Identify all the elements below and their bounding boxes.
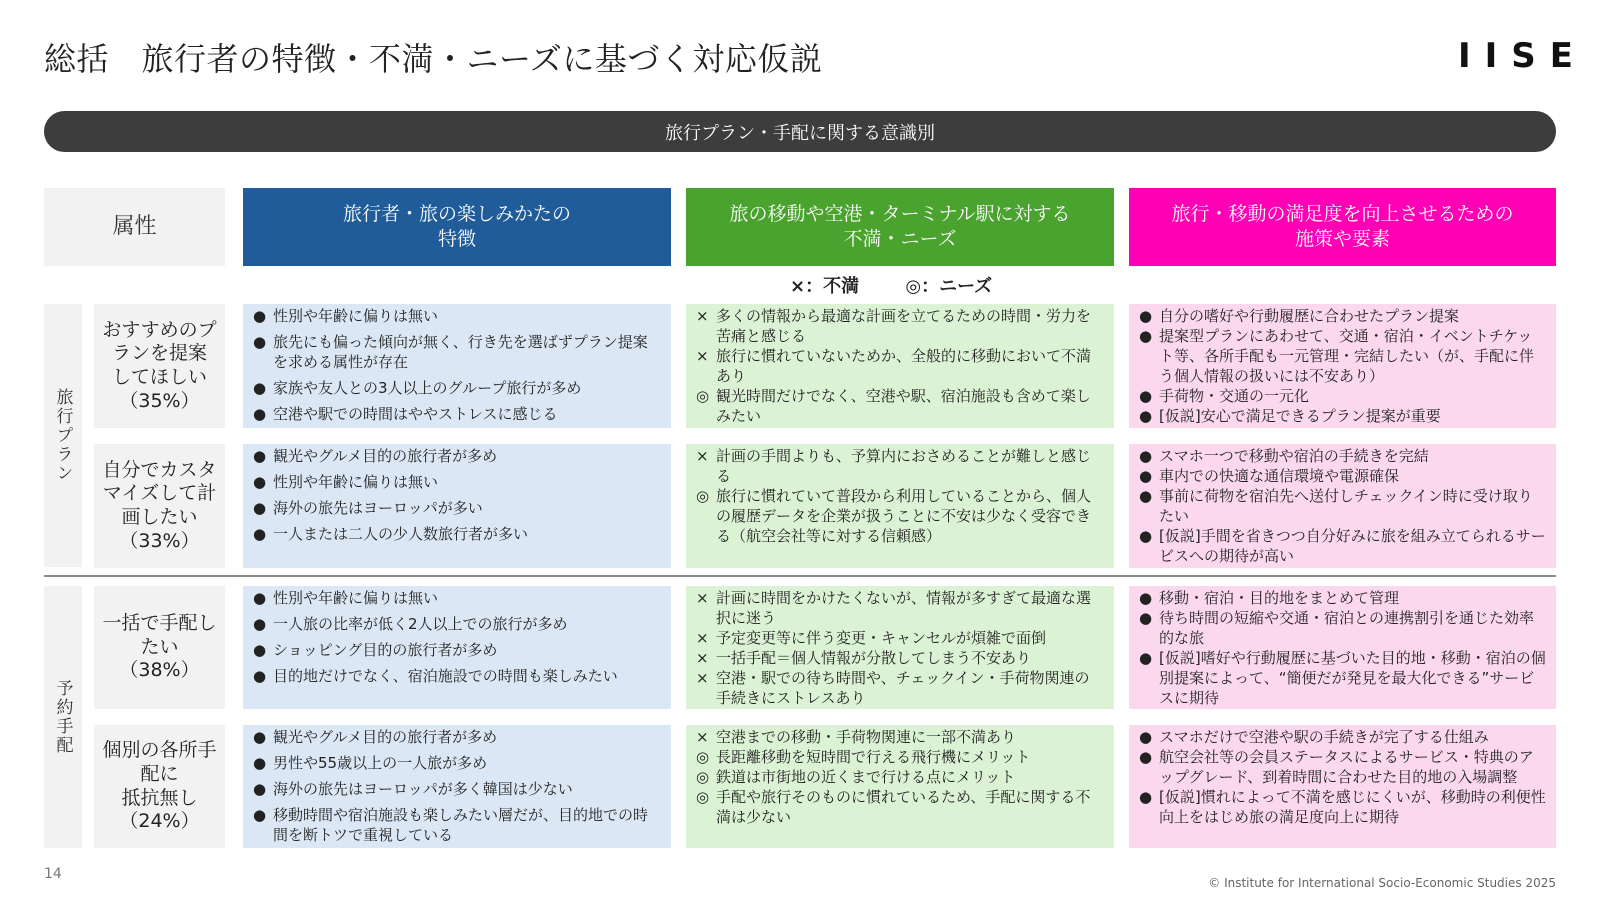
list-item-text: 航空会社等の会員ステータスによるサービス・特典のアップグレード、到着時間に合わせた目的地の入場調整 xyxy=(1159,748,1534,786)
list-item xyxy=(694,486,1104,546)
bullet-mark: ● xyxy=(253,667,267,685)
list-item xyxy=(694,727,1104,747)
bullet-list xyxy=(1137,446,1546,566)
bullet-mark: ● xyxy=(253,307,267,325)
list-item xyxy=(694,346,1104,386)
list-item xyxy=(1137,466,1546,486)
needs-cell xyxy=(686,304,1114,428)
list-item xyxy=(1137,787,1546,827)
list-item xyxy=(1137,326,1546,386)
list-item-text: スマホ一つで移動や宿泊の手続きを完結 xyxy=(1159,447,1429,465)
features-cell xyxy=(243,586,671,709)
group-label-booking xyxy=(44,586,82,848)
measures-cell xyxy=(1129,586,1556,709)
bullet-list xyxy=(1137,727,1546,827)
list-item xyxy=(251,666,661,686)
bullet-list xyxy=(251,446,661,544)
bullet-list xyxy=(251,588,661,686)
header-features-line: 旅行者・旅の楽しみかたの xyxy=(342,203,571,226)
group-divider xyxy=(44,575,1556,577)
bullet-mark: ● xyxy=(1139,748,1153,766)
list-item-text: 旅先にも偏った傾向が無く、行き先を選ばずプラン提案を求める属性が存在 xyxy=(273,333,648,371)
header-needs-line: 旅の移動や空港・ターミナル駅に対する xyxy=(729,203,1071,226)
bullet-mark: ● xyxy=(1139,649,1153,667)
list-item-text: 手配や旅行そのものに慣れているため、手配に関する不満は少ない xyxy=(716,788,1091,826)
list-item xyxy=(251,614,661,634)
attribute-lines xyxy=(102,739,216,834)
list-item-text: 性別や年齢に偏りは無い xyxy=(273,307,439,325)
list-item-text: 旅行に慣れていないためか、全般的に移動において不満あり xyxy=(716,347,1092,385)
legend-needs: ◎：ニーズ xyxy=(905,276,993,297)
needs-cell xyxy=(686,725,1114,848)
attribute-line: 自分でカスタ xyxy=(102,458,217,481)
bullet-mark: ● xyxy=(253,525,267,543)
group-label-travel-plan xyxy=(44,304,82,567)
list-item xyxy=(694,668,1104,708)
bullet-mark: ● xyxy=(1139,447,1153,465)
list-item-text: 長距離移動を短時間で行える飛行機にメリット xyxy=(716,748,1031,766)
banner-label: 旅行プラン・手配に関する意識別 xyxy=(665,122,935,144)
measures-cell xyxy=(1129,304,1556,428)
bullet-mark: ● xyxy=(253,615,267,633)
attribute-cell xyxy=(94,725,225,848)
list-item-text: 目的地だけでなく、宿泊施設での時間も楽しみたい xyxy=(273,667,618,685)
list-item-text: 多くの情報から最適な計画を立てるための時間・労力を苦痛と感じる xyxy=(716,307,1092,345)
bullet-mark: × xyxy=(696,307,709,325)
list-item xyxy=(1137,727,1546,747)
list-item xyxy=(694,306,1104,346)
attribute-line: （24%） xyxy=(119,810,200,833)
section-banner xyxy=(44,111,1556,152)
list-item-text: 空港や駅での時間はややストレスに感じる xyxy=(273,405,558,423)
attribute-line: 抵抗無し xyxy=(121,786,198,809)
needs-cell xyxy=(686,586,1114,709)
list-item xyxy=(694,628,1104,648)
bullet-mark: ● xyxy=(1139,609,1153,627)
list-item xyxy=(251,378,661,398)
bullet-list xyxy=(694,727,1104,827)
attribute-cell xyxy=(94,586,225,709)
bullet-mark: ● xyxy=(1139,327,1153,345)
bullet-mark: ● xyxy=(1139,589,1153,607)
bullet-mark: ● xyxy=(1139,728,1153,746)
list-item xyxy=(694,767,1104,787)
bullet-list xyxy=(251,727,661,845)
header-needs xyxy=(686,188,1114,266)
list-item-text: 観光やグルメ目的の旅行者が多め xyxy=(273,728,498,746)
bullet-mark: ● xyxy=(1139,387,1153,405)
list-item-text: 観光時間だけでなく、空港や駅、宿泊施設も含めて楽しみたい xyxy=(716,387,1091,425)
bullet-mark: ● xyxy=(253,473,267,491)
list-item-text: 自分の嗜好や行動履歴に合わせたプラン提案 xyxy=(1159,307,1460,325)
bullet-mark: ● xyxy=(253,379,267,397)
measures-cell xyxy=(1129,444,1556,568)
bullet-mark: ● xyxy=(1139,307,1153,325)
header-measures-line: 施策や要素 xyxy=(1294,228,1390,250)
bullet-list xyxy=(1137,588,1546,708)
header-attribute xyxy=(44,188,225,266)
list-item xyxy=(251,805,661,845)
attribute-line: 一括で手配し xyxy=(102,611,217,634)
bullet-mark: ● xyxy=(253,405,267,423)
list-item-text: 性別や年齢に偏りは無い xyxy=(273,473,439,491)
attribute-line: （38%） xyxy=(119,659,200,682)
group-label-text: 予約手配 xyxy=(52,679,73,755)
header-needs-line: 不満・ニーズ xyxy=(843,228,957,250)
bullet-mark: ◎ xyxy=(696,487,710,505)
header-features xyxy=(243,188,671,266)
list-item xyxy=(251,404,661,424)
list-item-text: [仮説]安心で満足できるプラン提案が重要 xyxy=(1159,407,1441,425)
list-item-text: ショッピング目的の旅行者が多め xyxy=(273,641,498,659)
bullet-list xyxy=(694,306,1104,426)
list-item-text: 家族や友人との3人以上のグループ旅行が多め xyxy=(273,379,582,397)
bullet-mark: × xyxy=(696,589,709,607)
attribute-line: （33%） xyxy=(119,529,200,552)
copyright: © Institute for International Socio-Economic Studies 2025 xyxy=(1208,876,1556,890)
bullet-mark: ● xyxy=(253,641,267,659)
attribute-line: マイズして計 xyxy=(102,482,217,505)
attribute-lines xyxy=(102,459,216,554)
attribute-line: ランを提案 xyxy=(111,342,207,365)
list-item-text: 旅行に慣れていて普段から利用していることから、個人の履歴データを企業が扱うことに不安は少なく受容できる（航空会社等に対する信頼感） xyxy=(716,487,1092,545)
bullet-list xyxy=(1137,306,1546,426)
list-item-text: 手荷物・交通の一元化 xyxy=(1159,387,1310,405)
attribute-lines xyxy=(102,319,216,414)
header-features-line: 特徴 xyxy=(437,228,476,250)
list-item xyxy=(694,747,1104,767)
list-item xyxy=(694,787,1104,827)
attribute-line: （35%） xyxy=(119,389,200,412)
list-item-text: 提案型プランにあわせて、交通・宿泊・イベントチケット等、各所手配も一元管理・完結したい（が、手配に伴う個人情報の扱いには不安あり） xyxy=(1159,327,1535,385)
page-title: 総括 旅行者の特徴・不満・ニーズに基づく対応仮説 xyxy=(44,40,823,78)
legend-dissatisfaction: ×：不満 xyxy=(790,276,860,297)
bullet-mark: × xyxy=(696,447,709,465)
list-item-text: 空港・駅での待ち時間や、チェックイン・手荷物関連の手続きにストレスあり xyxy=(716,669,1090,707)
list-item xyxy=(251,640,661,660)
list-item xyxy=(694,446,1104,486)
list-item-text: 海外の旅先はヨーロッパが多く韓国は少ない xyxy=(273,780,573,798)
list-item-text: 予定変更等に伴う変更・キャンセルが煩雑で面倒 xyxy=(716,629,1047,647)
list-item xyxy=(694,648,1104,668)
list-item-text: [仮説]手間を省きつつ自分好みに旅を組み立てられるサービスへの期待が高い xyxy=(1159,527,1546,565)
bullet-mark: × xyxy=(696,649,709,667)
bullet-mark: ● xyxy=(253,447,267,465)
list-item xyxy=(1137,648,1546,708)
header-measures-line: 旅行・移動の満足度を向上させるための xyxy=(1171,203,1514,226)
list-item-text: 移動時間や宿泊施設も楽しみたい層だが、目的地での時間を断トツで重視している xyxy=(273,806,649,844)
list-item xyxy=(251,446,661,466)
bullet-mark: ● xyxy=(1139,467,1153,485)
bullet-mark: ● xyxy=(253,780,267,798)
list-item-text: 観光やグルメ目的の旅行者が多め xyxy=(273,447,498,465)
list-item xyxy=(251,472,661,492)
list-item-text: 鉄道は市街地の近くまで行ける点にメリット xyxy=(716,768,1016,786)
bullet-mark: ● xyxy=(253,754,267,772)
bullet-mark: ● xyxy=(1139,487,1153,505)
list-item-text: [仮説]嗜好や行動履歴に基づいた目的地・移動・宿泊の個別提案によって、“簡便だが発見を最大化できる”サービスに期待 xyxy=(1159,649,1546,707)
list-item-text: [仮説]慣れによって不満を感じにくいが、移動時の利便性向上をはじめ旅の満足度向上に期待 xyxy=(1159,788,1546,826)
features-cell xyxy=(243,444,671,568)
bullet-mark: ● xyxy=(253,589,267,607)
attribute-line: 画したい xyxy=(121,506,198,528)
list-item-text: 一人旅の比率が低く2人以上での旅行が多め xyxy=(273,615,568,633)
list-item-text: 計画の手間よりも、予算内におさめることが難しと感じる xyxy=(716,447,1092,485)
attribute-cell xyxy=(94,444,225,568)
attribute-line: たい xyxy=(140,635,179,658)
list-item-text: 車内での快適な通信環境や電源確保 xyxy=(1159,467,1400,485)
attribute-line: おすすめのプ xyxy=(102,318,217,341)
bullet-mark: × xyxy=(696,728,709,746)
bullet-mark: × xyxy=(696,669,709,687)
header-attribute-label: 属性 xyxy=(112,213,157,239)
attribute-line: してほしい xyxy=(111,366,207,388)
list-item-text: 計画に時間をかけたくないが、情報が多すぎて最適な選択に迷う xyxy=(716,589,1092,627)
list-item xyxy=(251,753,661,773)
bullet-list xyxy=(694,446,1104,546)
mark-legend xyxy=(790,272,1032,298)
list-item-text: スマホだけで空港や駅の手続きが完了する仕組み xyxy=(1159,728,1489,746)
bullet-list xyxy=(251,306,661,424)
bullet-mark: ● xyxy=(253,728,267,746)
group-label-text: 旅行プラン xyxy=(52,388,73,483)
attribute-line: 配に xyxy=(140,762,179,785)
list-item xyxy=(1137,406,1546,426)
measures-cell xyxy=(1129,725,1556,848)
list-item-text: 一人または二人の少人数旅行者が多い xyxy=(273,525,529,543)
attribute-line: 個別の各所手 xyxy=(102,739,217,761)
bullet-mark: ◎ xyxy=(696,748,710,766)
list-item xyxy=(1137,446,1546,466)
features-cell xyxy=(243,725,671,848)
list-item xyxy=(251,306,661,326)
list-item xyxy=(1137,747,1546,787)
list-item-text: 待ち時間の短縮や交通・宿泊との連携割引を通じた効率的な旅 xyxy=(1159,609,1535,647)
list-item-text: 性別や年齢に偏りは無い xyxy=(273,589,439,607)
list-item xyxy=(1137,526,1546,566)
page-number: 14 xyxy=(44,866,62,882)
bullet-mark: ● xyxy=(1139,527,1153,545)
bullet-mark: ● xyxy=(1139,788,1153,806)
list-item xyxy=(251,524,661,544)
list-item xyxy=(251,588,661,608)
bullet-mark: ◎ xyxy=(696,387,710,405)
list-item xyxy=(251,332,661,372)
bullet-mark: × xyxy=(696,347,709,365)
needs-cell xyxy=(686,444,1114,568)
list-item xyxy=(251,498,661,518)
attribute-cell xyxy=(94,304,225,428)
header-measures xyxy=(1129,188,1556,266)
list-item xyxy=(1137,386,1546,406)
bullet-mark: ◎ xyxy=(696,768,710,786)
list-item-text: 空港までの移動・手荷物関連に一部不満あり xyxy=(716,728,1017,746)
bullet-list xyxy=(694,588,1104,708)
list-item-text: 海外の旅先はヨーロッパが多い xyxy=(273,499,483,517)
list-item-text: 事前に荷物を宿泊先へ送付しチェックイン時に受け取りたい xyxy=(1159,487,1533,525)
attribute-lines xyxy=(102,612,216,683)
list-item xyxy=(1137,486,1546,526)
list-item xyxy=(1137,306,1546,326)
features-cell xyxy=(243,304,671,428)
list-item xyxy=(694,386,1104,426)
list-item xyxy=(251,727,661,747)
bullet-mark: × xyxy=(696,629,709,647)
bullet-mark: ● xyxy=(253,333,267,351)
list-item-text: 一括手配＝個人情報が分散してしまう不安あり xyxy=(716,649,1032,667)
bullet-mark: ● xyxy=(253,806,267,824)
bullet-mark: ● xyxy=(253,499,267,517)
bullet-mark: ● xyxy=(1139,407,1153,425)
list-item xyxy=(251,779,661,799)
list-item-text: 移動・宿泊・目的地をまとめて管理 xyxy=(1159,589,1400,607)
iise-logo: IISE xyxy=(1458,36,1588,76)
list-item xyxy=(1137,588,1546,608)
list-item-text: 男性や55歳以上の一人旅が多め xyxy=(273,754,488,772)
bullet-mark: ◎ xyxy=(696,788,710,806)
list-item xyxy=(1137,608,1546,648)
list-item xyxy=(694,588,1104,628)
